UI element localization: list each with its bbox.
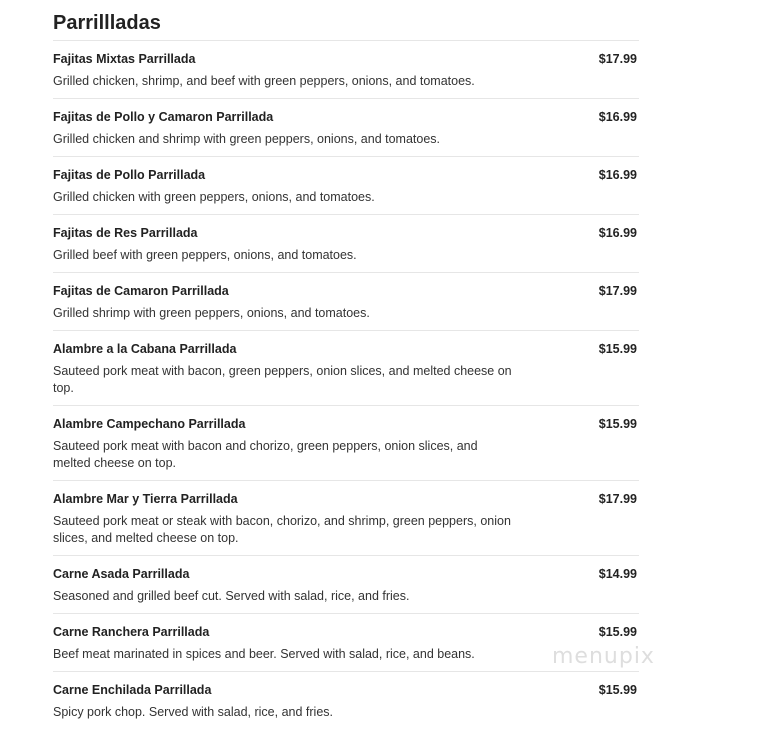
menu-item-header bbox=[53, 566, 639, 582]
menu-item-price: $14.99 bbox=[598, 567, 637, 581]
menu-item-description: Sauteed pork meat with bacon, green peppers, onion slices, and melted cheese on top. bbox=[53, 364, 512, 395]
menu-item-header bbox=[53, 283, 639, 299]
menu-item-price: $15.99 bbox=[598, 683, 637, 697]
menu-item-name: Carne Asada Parrillada bbox=[53, 567, 190, 581]
section-title: Parrillladas bbox=[53, 10, 639, 41]
menu-item-description: Grilled shrimp with green peppers, onions, and tomatoes. bbox=[53, 306, 370, 320]
menu-item-price: $17.99 bbox=[598, 52, 637, 66]
menu-item-name: Fajitas de Pollo y Camaron Parrillada bbox=[53, 110, 274, 124]
menu-item-name: Carne Ranchera Parrillada bbox=[53, 625, 210, 639]
menu-section bbox=[53, 10, 639, 729]
menu-item-description: Grilled chicken and shrimp with green peppers, onions, and tomatoes. bbox=[53, 132, 441, 146]
menu-item-name: Fajitas de Camaron Parrillada bbox=[53, 284, 229, 298]
menu-item-header bbox=[53, 167, 639, 183]
menu-item[interactable] bbox=[53, 273, 639, 331]
menu-item-description: Beef meat marinated in spices and beer. Served with salad, rice, and beans. bbox=[53, 647, 475, 661]
menu-item-description: Sauteed pork meat with bacon and chorizo, green peppers, onion slices, and melted cheese on top. bbox=[53, 439, 478, 470]
menu-item-description: Sauteed pork meat or steak with bacon, chorizo, and shrimp, green peppers, onion slices, and melted cheese on top. bbox=[53, 514, 511, 545]
menu-item-price: $15.99 bbox=[598, 417, 637, 431]
menu-item[interactable] bbox=[53, 556, 639, 614]
menu-item-name: Carne Enchilada Parrillada bbox=[53, 683, 212, 697]
menu-item-price: $17.99 bbox=[598, 284, 637, 298]
menu-item-name: Fajitas de Pollo Parrillada bbox=[53, 168, 206, 182]
menu-item-name: Fajitas Mixtas Parrillada bbox=[53, 52, 196, 66]
menu-item-description: Grilled chicken, shrimp, and beef with green peppers, onions, and tomatoes. bbox=[53, 74, 475, 88]
menu-item-price: $16.99 bbox=[598, 168, 637, 182]
menu-item-price: $16.99 bbox=[598, 226, 637, 240]
menu-item-price: $15.99 bbox=[598, 625, 637, 639]
menu-item-price: $17.99 bbox=[598, 492, 637, 506]
menu-item[interactable] bbox=[53, 672, 639, 729]
menu-item[interactable] bbox=[53, 99, 639, 157]
menu-item-header bbox=[53, 682, 639, 698]
menu-item-header bbox=[53, 624, 639, 640]
menu-item-price: $15.99 bbox=[598, 342, 637, 356]
menu-item[interactable] bbox=[53, 41, 639, 99]
menu-item[interactable] bbox=[53, 481, 639, 556]
menu-item-header bbox=[53, 51, 639, 67]
menu-item[interactable] bbox=[53, 406, 639, 481]
menu-item[interactable] bbox=[53, 215, 639, 273]
menu-item-header bbox=[53, 109, 639, 125]
menu-item-header bbox=[53, 416, 639, 432]
menu-item-description: Spicy pork chop. Served with salad, rice, and fries. bbox=[53, 705, 333, 719]
menu-item-description: Seasoned and grilled beef cut. Served with salad, rice, and fries. bbox=[53, 589, 410, 603]
menu-item-name: Alambre Mar y Tierra Parrillada bbox=[53, 492, 238, 506]
menu-item-header bbox=[53, 341, 639, 357]
menu-item[interactable] bbox=[53, 157, 639, 215]
menu-item-description: Grilled chicken with green peppers, onions, and tomatoes. bbox=[53, 190, 375, 204]
menu-item[interactable] bbox=[53, 331, 639, 406]
menu-item-header bbox=[53, 225, 639, 241]
menu-item-name: Fajitas de Res Parrillada bbox=[53, 226, 198, 240]
menu-item-header bbox=[53, 491, 639, 507]
menu-item-description: Grilled beef with green peppers, onions, and tomatoes. bbox=[53, 248, 357, 262]
menu-item-name: Alambre Campechano Parrillada bbox=[53, 417, 246, 431]
watermark-logo: menupix bbox=[552, 644, 655, 669]
menu-item-name: Alambre a la Cabana Parrillada bbox=[53, 342, 237, 356]
menu-item-price: $16.99 bbox=[598, 110, 637, 124]
